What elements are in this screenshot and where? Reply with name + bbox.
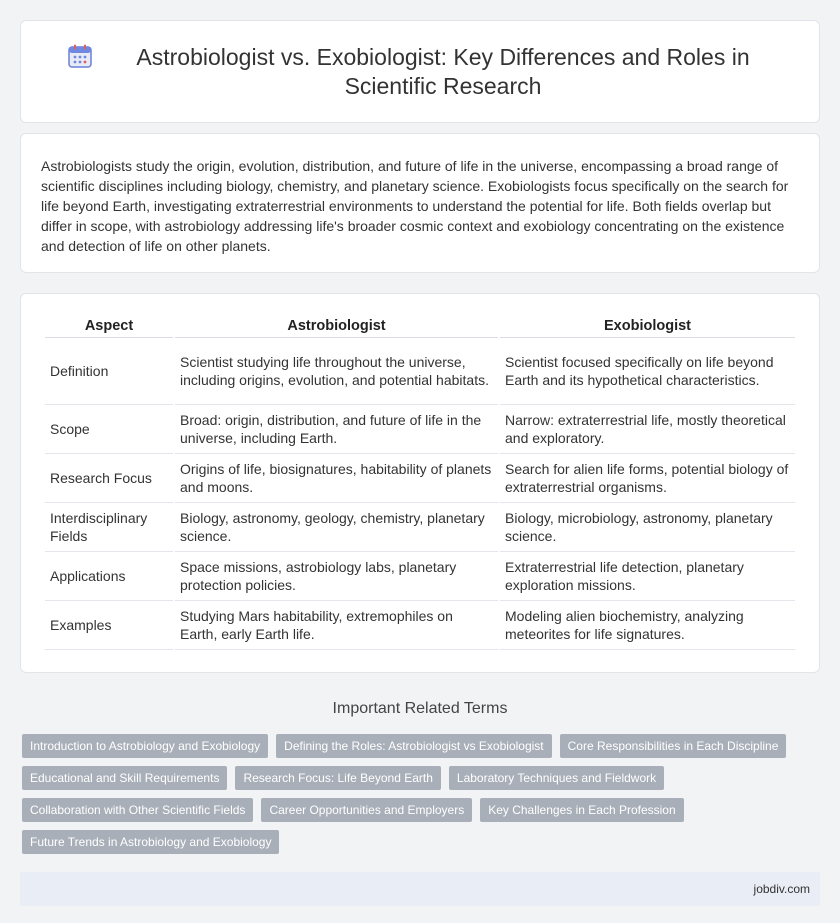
intro-text: Astrobiologists study the origin, evolution, distribution, and future of life in the universe, encompassing a broad range of scientific disciplines including biology, chemistry, and planetary science. Exobiologists focus specifically on the search for life beyond Earth, investigating extraterrestrial environments to understand the potential for life. Both fields overlap but differ in scope, with astrobiology addressing life's broader cosmic context and exobiology concentrating on the existence and detection of life on other planets. — [41, 158, 789, 254]
footer-site-link[interactable]: jobdiv.com — [753, 882, 810, 896]
table-row — [45, 454, 795, 503]
cell-aspect: Definition — [45, 338, 173, 405]
calendar-icon — [67, 43, 93, 69]
cell-astrobiologist: Scientist studying life throughout the universe, including origins, evolution, and potential habitats. — [175, 338, 498, 405]
cell-exobiologist: Narrow: extraterrestrial life, mostly theoretical and exploratory. — [500, 405, 795, 454]
cell-exobiologist: Scientist focused specifically on life beyond Earth and its hypothetical characteristics. — [500, 338, 795, 405]
comparison-table — [43, 316, 797, 650]
cell-aspect: Applications — [45, 552, 173, 601]
header-exobiologist: Exobiologist — [500, 316, 795, 338]
related-term-link[interactable]: Laboratory Techniques and Fieldwork — [449, 766, 664, 790]
related-term-link[interactable]: Research Focus: Life Beyond Earth — [235, 766, 440, 790]
related-term-link[interactable]: Introduction to Astrobiology and Exobiology — [22, 734, 268, 758]
intro-card — [20, 133, 820, 273]
cell-aspect: Examples — [45, 601, 173, 650]
page-title: Astrobiologist vs. Exobiologist: Key Differences and Roles in Scientific Research — [136, 43, 750, 99]
cell-exobiologist: Modeling alien biochemistry, analyzing meteorites for life signatures. — [500, 601, 795, 650]
table-row — [45, 338, 795, 405]
cell-astrobiologist: Studying Mars habitability, extremophiles on Earth, early Earth life. — [175, 601, 498, 650]
table-row — [45, 503, 795, 552]
cell-astrobiologist: Biology, astronomy, geology, chemistry, planetary science. — [175, 503, 498, 552]
related-terms-list — [22, 734, 818, 862]
table-header-row — [45, 316, 795, 338]
related-term-link[interactable]: Core Responsibilities in Each Discipline — [560, 734, 787, 758]
footer — [20, 872, 820, 906]
header — [67, 43, 773, 101]
cell-astrobiologist: Broad: origin, distribution, and future of life in the universe, including Earth. — [175, 405, 498, 454]
related-term-link[interactable]: Defining the Roles: Astrobiologist vs Exobiologist — [276, 734, 551, 758]
related-terms-title: Important Related Terms — [332, 700, 508, 717]
related-term-link[interactable]: Career Opportunities and Employers — [261, 798, 472, 822]
table-row — [45, 552, 795, 601]
related-term-link[interactable]: Educational and Skill Requirements — [22, 766, 227, 790]
header-card — [20, 20, 820, 123]
comparison-card — [20, 293, 820, 673]
cell-astrobiologist: Space missions, astrobiology labs, planetary protection policies. — [175, 552, 498, 601]
cell-aspect: Research Focus — [45, 454, 173, 503]
cell-exobiologist: Search for alien life forms, potential biology of extraterrestrial organisms. — [500, 454, 795, 503]
cell-aspect: Scope — [45, 405, 173, 454]
related-term-link[interactable]: Key Challenges in Each Profession — [480, 798, 683, 822]
related-term-link[interactable]: Collaboration with Other Scientific Fields — [22, 798, 253, 822]
related-term-link[interactable]: Future Trends in Astrobiology and Exobiology — [22, 830, 279, 854]
table-row — [45, 601, 795, 650]
cell-exobiologist: Extraterrestrial life detection, planetary exploration missions. — [500, 552, 795, 601]
cell-astrobiologist: Origins of life, biosignatures, habitability of planets and moons. — [175, 454, 498, 503]
header-aspect: Aspect — [45, 316, 173, 338]
table-row — [45, 405, 795, 454]
header-astrobiologist: Astrobiologist — [175, 316, 498, 338]
cell-aspect: Interdisciplinary Fields — [45, 503, 173, 552]
cell-exobiologist: Biology, microbiology, astronomy, planetary science. — [500, 503, 795, 552]
